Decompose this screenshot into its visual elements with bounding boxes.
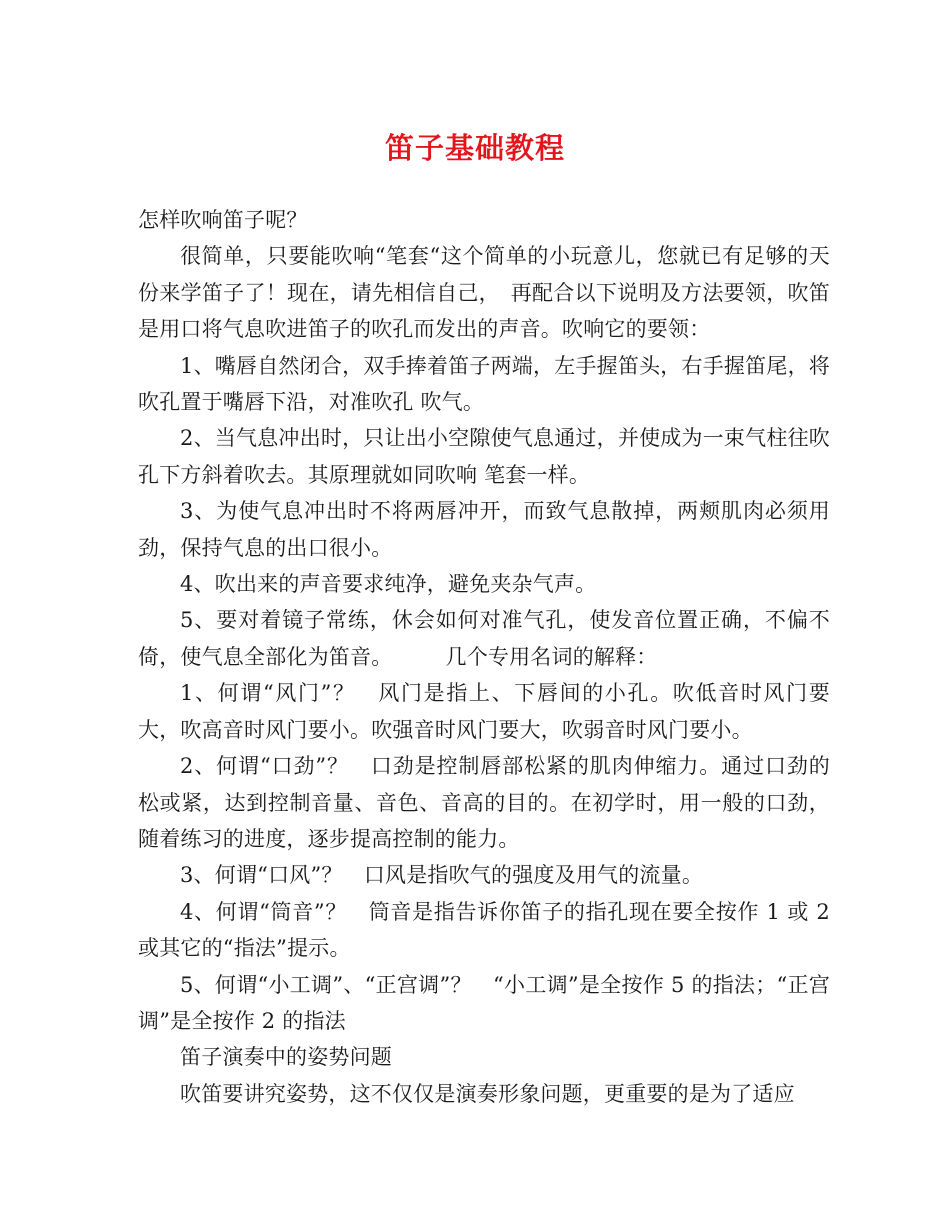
body-paragraph: 3、何谓“口风”？ 口风是指吹气的强度及用气的流量。: [180, 863, 704, 888]
document-title: 笛子基础教程: [384, 131, 565, 165]
body-paragraph: 4、何谓“筒音”？ 筒音是指告诉你笛子的指孔现在要全按作 1 或 2 或其它的“指法”提示。: [138, 899, 830, 961]
body-paragraph: 4、吹出来的声音要求纯净，避免夹杂气声。: [180, 572, 597, 597]
body-paragraph: 很简单，只要能吹响“笔套“这个简单的小玩意儿，您就已有足够的天份来学笛子了！现在，请先相信自己， 再配合以下说明及方法要领，吹笛是用口将气息吹进笛子的吹孔而发出的声音。吹响它的要领：: [138, 244, 830, 342]
body-paragraph: 1、嘴唇自然闭合，双手捧着笛子两端，左手握笛头，右手握笛尾，将吹孔置于嘴唇下沿，对准吹孔 吹气。: [138, 353, 830, 415]
body-paragraph: 2、当气息冲出时，只让出小空隙使气息通过，并使成为一束气柱往吹孔下方斜着吹去。其原理就如同吹响 笔套一样。: [138, 426, 830, 487]
body-paragraph: 吹笛要讲究姿势，这不仅仅是演奏形象问题，更重要的是为了适应: [180, 1081, 795, 1106]
body-paragraph: 3、为使气息冲出时不将两唇冲开，而致气息散掉，两颊肌肉必须用劲，保持气息的出口很小。: [138, 499, 830, 560]
body-paragraph: 5、要对着镜子常练，休会如何对准气孔，使发音位置正确，不偏不倚，使气息全部化为笛音。 几个专用名词的解释：: [138, 608, 830, 669]
body-paragraph: 怎样吹响笛子呢？: [138, 208, 308, 232]
body-paragraph: 1、何谓“风门”？ 风门是指上、下唇间的小孔。吹低音时风门要大，吹高音时风门要小。吹强音时风门要大，吹弱音时风门要小。: [138, 681, 830, 742]
document-body: [138, 202, 830, 1112]
body-paragraph: 5、何谓“小工调”、“正宫调”？ “小工调”是全按作 5 的指法；“正宫调”是全按作 2 的指法: [138, 972, 830, 1033]
body-paragraph: 2、何谓“口劲”？ 口劲是控制唇部松紧的肌肉伸缩力。通过口劲的松或紧，达到控制音量、音色、音高的目的。在初学时，用一般的口劲，随着练习的进度，逐步提高控制的能力。: [138, 754, 830, 851]
section-heading: 笛子演奏中的姿势问题: [180, 1045, 392, 1070]
